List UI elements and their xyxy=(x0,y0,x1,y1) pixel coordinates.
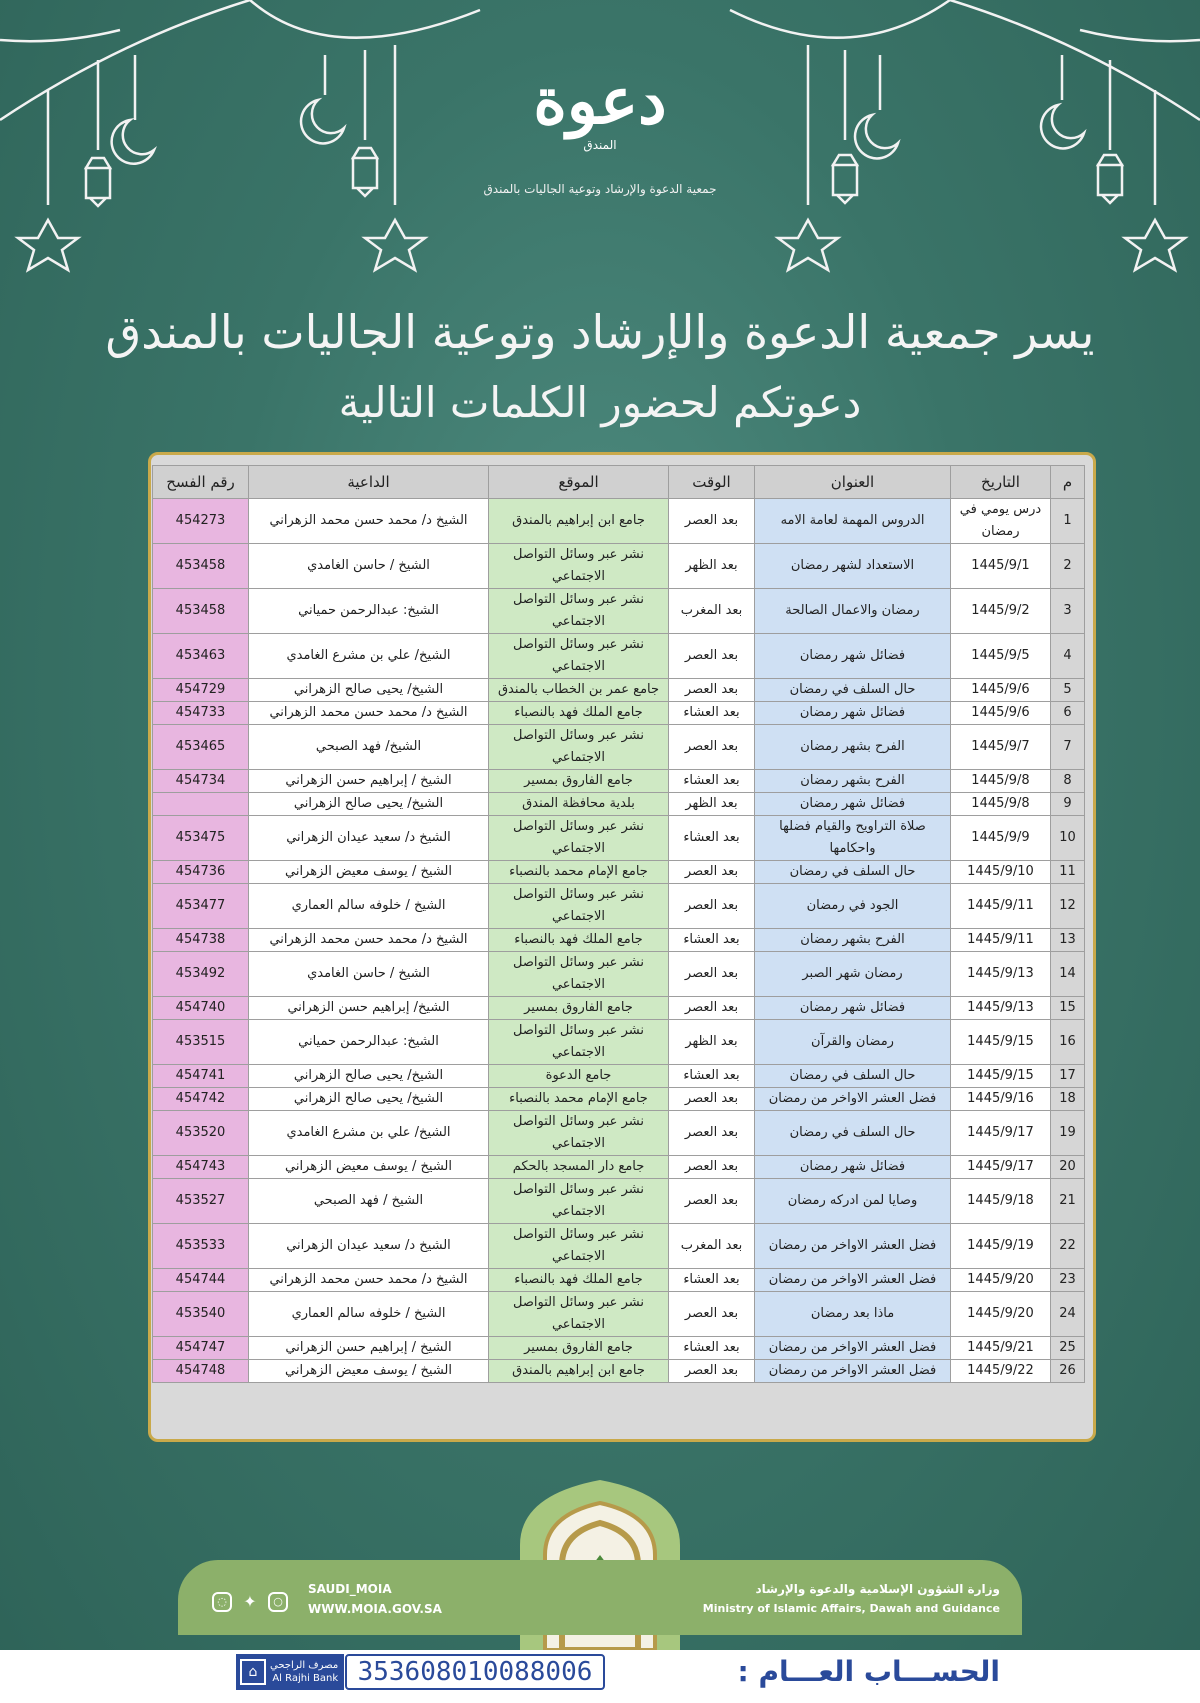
row-number: 26 xyxy=(1051,1360,1085,1383)
row-location: جامع عمر بن الخطاب بالمندق xyxy=(489,679,669,702)
row-location: نشر عبر وسائل التواصل الاجتماعي xyxy=(489,544,669,589)
header-time: الوقت xyxy=(669,466,755,499)
row-speaker: الشيخ: عبدالرحمن حمياني xyxy=(249,1020,489,1065)
row-permit-number: 454741 xyxy=(153,1065,249,1088)
row-date: 1445/9/10 xyxy=(951,861,1051,884)
row-permit-number: 454736 xyxy=(153,861,249,884)
row-time: بعد العصر xyxy=(669,634,755,679)
row-date: 1445/9/6 xyxy=(951,679,1051,702)
row-title: الفرح بشهر رمضان xyxy=(755,725,951,770)
row-time: بعد العشاء xyxy=(669,1337,755,1360)
row-location: نشر عبر وسائل التواصل الاجتماعي xyxy=(489,589,669,634)
row-time: بعد العصر xyxy=(669,1088,755,1111)
row-number: 15 xyxy=(1051,997,1085,1020)
row-time: بعد العصر xyxy=(669,1156,755,1179)
table-row xyxy=(153,702,1085,725)
row-number: 4 xyxy=(1051,634,1085,679)
row-date: 1445/9/7 xyxy=(951,725,1051,770)
row-number: 18 xyxy=(1051,1088,1085,1111)
header-location: الموقع xyxy=(489,466,669,499)
row-permit-number: 453533 xyxy=(153,1224,249,1269)
row-speaker: الشيخ / يوسف معيض الزهراني xyxy=(249,1360,489,1383)
row-title: رمضان شهر الصبر xyxy=(755,952,951,997)
row-number: 1 xyxy=(1051,499,1085,544)
table-row xyxy=(153,679,1085,702)
bank-name-english: Al Rajhi Bank xyxy=(272,1673,339,1684)
row-number: 16 xyxy=(1051,1020,1085,1065)
row-location: جامع الملك فهد بالنصباء xyxy=(489,1269,669,1292)
table-row xyxy=(153,544,1085,589)
row-number: 14 xyxy=(1051,952,1085,997)
row-date: 1445/9/20 xyxy=(951,1292,1051,1337)
table-row xyxy=(153,634,1085,679)
row-location: بلدية محافظة المندق xyxy=(489,793,669,816)
website-link[interactable]: WWW.MOIA.GOV.SA xyxy=(308,1602,442,1616)
row-date: 1445/9/20 xyxy=(951,1269,1051,1292)
twitter-icon[interactable]: ✦ xyxy=(243,1592,257,1611)
row-number: 12 xyxy=(1051,884,1085,929)
row-location: نشر عبر وسائل التواصل الاجتماعي xyxy=(489,952,669,997)
row-speaker: الشيخ / فهد الصبحي xyxy=(249,1179,489,1224)
al-rajhi-bank-logo xyxy=(236,1654,344,1690)
row-time: بعد العصر xyxy=(669,884,755,929)
table-row xyxy=(153,1156,1085,1179)
row-title: حال السلف في رمضان xyxy=(755,679,951,702)
row-date: 1445/9/5 xyxy=(951,634,1051,679)
row-time: بعد العشاء xyxy=(669,1065,755,1088)
instagram-icon[interactable]: ○ xyxy=(268,1592,288,1612)
row-speaker: الشيخ/ يحيى صالح الزهراني xyxy=(249,1065,489,1088)
row-time: بعد العصر xyxy=(669,1360,755,1383)
row-title: الفرح بشهر رمضان xyxy=(755,770,951,793)
row-title: فضل العشر الاواخر من رمضان xyxy=(755,1269,951,1292)
row-location: نشر عبر وسائل التواصل الاجتماعي xyxy=(489,725,669,770)
row-location: جامع الدعوة xyxy=(489,1065,669,1088)
row-number: 23 xyxy=(1051,1269,1085,1292)
row-number: 2 xyxy=(1051,544,1085,589)
row-number: 7 xyxy=(1051,725,1085,770)
row-date: 1445/9/11 xyxy=(951,929,1051,952)
row-permit-number xyxy=(153,793,249,816)
row-title: الدروس المهمة لعامة الامه xyxy=(755,499,951,544)
row-speaker: الشيخ / حاسن الغامدي xyxy=(249,544,489,589)
table-row xyxy=(153,884,1085,929)
row-title: الفرح بشهر رمضان xyxy=(755,929,951,952)
social-handle[interactable]: SAUDI_MOIA xyxy=(308,1582,392,1596)
lecture-schedule-table xyxy=(152,465,1085,1383)
row-speaker: الشيخ / خلوفه سالم العماري xyxy=(249,884,489,929)
row-time: بعد العصر xyxy=(669,725,755,770)
header-date: التاريخ xyxy=(951,466,1051,499)
row-time: بعد المغرب xyxy=(669,1224,755,1269)
logo-place: المندق xyxy=(583,138,617,152)
row-time: بعد العصر xyxy=(669,952,755,997)
row-date: 1445/9/13 xyxy=(951,952,1051,997)
row-time: بعد العصر xyxy=(669,1179,755,1224)
row-date: 1445/9/17 xyxy=(951,1111,1051,1156)
row-date: 1445/9/8 xyxy=(951,770,1051,793)
logo-subtitle: جمعية الدعوة والإرشاد وتوعية الجاليات بالمندق xyxy=(483,182,717,196)
invitation-heading-line1: يسر جمعية الدعوة والإرشاد وتوعية الجاليات بالمندق xyxy=(105,305,1095,359)
row-time: بعد العشاء xyxy=(669,702,755,725)
row-time: بعد العصر xyxy=(669,1292,755,1337)
row-date: 1445/9/1 xyxy=(951,544,1051,589)
row-time: بعد الظهر xyxy=(669,1020,755,1065)
row-location: نشر عبر وسائل التواصل الاجتماعي xyxy=(489,1292,669,1337)
table-row xyxy=(153,725,1085,770)
table-row xyxy=(153,861,1085,884)
row-permit-number: 453463 xyxy=(153,634,249,679)
logo-calligraphy: دعوة xyxy=(533,64,667,139)
row-title: فضل العشر الاواخر من رمضان xyxy=(755,1360,951,1383)
row-speaker: الشيخ / إبراهيم حسن الزهراني xyxy=(249,770,489,793)
row-title: حال السلف في رمضان xyxy=(755,1111,951,1156)
row-location: جامع الإمام محمد بالنصباء xyxy=(489,1088,669,1111)
header-permit-number: رقم الفسح xyxy=(153,466,249,499)
row-number: 25 xyxy=(1051,1337,1085,1360)
row-title: فضائل شهر رمضان xyxy=(755,997,951,1020)
row-speaker: الشيخ/ إبراهيم حسن الزهراني xyxy=(249,997,489,1020)
row-location: جامع ابن إبراهيم بالمندق xyxy=(489,1360,669,1383)
table-row xyxy=(153,589,1085,634)
row-location: نشر عبر وسائل التواصل الاجتماعي xyxy=(489,1020,669,1065)
row-location: جامع الفاروق بمسير xyxy=(489,770,669,793)
row-speaker: الشيخ د/ محمد حسن محمد الزهراني xyxy=(249,499,489,544)
row-speaker: الشيخ / حاسن الغامدي xyxy=(249,952,489,997)
row-date: 1445/9/8 xyxy=(951,793,1051,816)
header-title: العنوان xyxy=(755,466,951,499)
row-permit-number: 454747 xyxy=(153,1337,249,1360)
row-speaker: الشيخ / خلوفه سالم العماري xyxy=(249,1292,489,1337)
row-permit-number: 453540 xyxy=(153,1292,249,1337)
row-date: 1445/9/17 xyxy=(951,1156,1051,1179)
row-speaker: الشيخ د/ محمد حسن محمد الزهراني xyxy=(249,1269,489,1292)
bank-name-arabic: مصرف الراجحي xyxy=(270,1660,339,1671)
row-speaker: الشيخ / يوسف معيض الزهراني xyxy=(249,861,489,884)
row-speaker: الشيخ / إبراهيم حسن الزهراني xyxy=(249,1337,489,1360)
row-location: نشر عبر وسائل التواصل الاجتماعي xyxy=(489,1179,669,1224)
row-date: 1445/9/9 xyxy=(951,816,1051,861)
row-location: جامع الفاروق بمسير xyxy=(489,997,669,1020)
row-number: 6 xyxy=(1051,702,1085,725)
row-date: 1445/9/13 xyxy=(951,997,1051,1020)
table-row xyxy=(153,952,1085,997)
row-number: 10 xyxy=(1051,816,1085,861)
row-time: بعد المغرب xyxy=(669,589,755,634)
row-date: 1445/9/15 xyxy=(951,1065,1051,1088)
row-permit-number: 454273 xyxy=(153,499,249,544)
row-location: جامع الفاروق بمسير xyxy=(489,1337,669,1360)
header-speaker: الداعية xyxy=(249,466,489,499)
row-permit-number: 453515 xyxy=(153,1020,249,1065)
row-speaker: الشيخ/ يحيى صالح الزهراني xyxy=(249,793,489,816)
row-permit-number: 454740 xyxy=(153,997,249,1020)
row-location: جامع الملك فهد بالنصباء xyxy=(489,929,669,952)
row-time: بعد العشاء xyxy=(669,770,755,793)
social-icons xyxy=(212,1592,297,1616)
row-permit-number: 454733 xyxy=(153,702,249,725)
row-time: بعد العشاء xyxy=(669,816,755,861)
row-time: بعد العصر xyxy=(669,861,755,884)
bank-icon: ⌂ xyxy=(240,1659,266,1685)
schedule-table-frame xyxy=(148,452,1096,1442)
row-time: بعد الظهر xyxy=(669,793,755,816)
row-speaker: الشيخ: عبدالرحمن حمياني xyxy=(249,589,489,634)
row-speaker: الشيخ/ يحيى صالح الزهراني xyxy=(249,679,489,702)
row-number: 9 xyxy=(1051,793,1085,816)
account-label: الحســـاب العـــام : xyxy=(737,1655,1000,1688)
row-title: الجود في رمضان xyxy=(755,884,951,929)
row-time: بعد الظهر xyxy=(669,544,755,589)
row-number: 20 xyxy=(1051,1156,1085,1179)
row-time: بعد العصر xyxy=(669,679,755,702)
table-row xyxy=(153,1065,1085,1088)
row-date: 1445/9/11 xyxy=(951,884,1051,929)
row-speaker: الشيخ/ علي بن مشرع الغامدي xyxy=(249,1111,489,1156)
table-row xyxy=(153,816,1085,861)
row-title: فضائل شهر رمضان xyxy=(755,1156,951,1179)
row-number: 22 xyxy=(1051,1224,1085,1269)
row-title: فضل العشر الاواخر من رمضان xyxy=(755,1088,951,1111)
row-location: جامع دار المسجد بالحكم xyxy=(489,1156,669,1179)
row-number: 3 xyxy=(1051,589,1085,634)
row-speaker: الشيخ / يوسف معيض الزهراني xyxy=(249,1156,489,1179)
account-number: 353608010088006 xyxy=(345,1654,605,1690)
row-title: فضائل شهر رمضان xyxy=(755,793,951,816)
table-row xyxy=(153,1179,1085,1224)
table-row xyxy=(153,1360,1085,1383)
row-permit-number: 453520 xyxy=(153,1111,249,1156)
row-permit-number: 453458 xyxy=(153,544,249,589)
row-speaker: الشيخ د/ محمد حسن محمد الزهراني xyxy=(249,702,489,725)
row-permit-number: 454748 xyxy=(153,1360,249,1383)
row-number: 17 xyxy=(1051,1065,1085,1088)
table-row xyxy=(153,1337,1085,1360)
row-date: 1445/9/18 xyxy=(951,1179,1051,1224)
row-date: درس يومي في رمضان xyxy=(951,499,1051,544)
row-time: بعد العصر xyxy=(669,499,755,544)
table-header-row xyxy=(153,466,1085,499)
row-speaker: الشيخ د/ سعيد عيدان الزهراني xyxy=(249,816,489,861)
row-permit-number: 454742 xyxy=(153,1088,249,1111)
row-number: 21 xyxy=(1051,1179,1085,1224)
row-permit-number: 453458 xyxy=(153,589,249,634)
association-logo xyxy=(480,10,720,210)
row-permit-number: 453492 xyxy=(153,952,249,997)
row-location: نشر عبر وسائل التواصل الاجتماعي xyxy=(489,1224,669,1269)
row-number: 13 xyxy=(1051,929,1085,952)
row-date: 1445/9/2 xyxy=(951,589,1051,634)
row-permit-number: 454734 xyxy=(153,770,249,793)
row-title: رمضان والقرآن xyxy=(755,1020,951,1065)
row-speaker: الشيخ/ فهد الصبحي xyxy=(249,725,489,770)
row-title: فضائل شهر رمضان xyxy=(755,702,951,725)
row-title: حال السلف في رمضان xyxy=(755,861,951,884)
table-row xyxy=(153,793,1085,816)
row-time: بعد العصر xyxy=(669,997,755,1020)
row-date: 1445/9/21 xyxy=(951,1337,1051,1360)
row-permit-number: 453475 xyxy=(153,816,249,861)
table-row xyxy=(153,770,1085,793)
table-row xyxy=(153,1020,1085,1065)
footer-band xyxy=(178,1560,1022,1635)
row-date: 1445/9/16 xyxy=(951,1088,1051,1111)
row-location: نشر عبر وسائل التواصل الاجتماعي xyxy=(489,816,669,861)
row-permit-number: 453527 xyxy=(153,1179,249,1224)
table-row xyxy=(153,1292,1085,1337)
row-title: ماذا بعد رمضان xyxy=(755,1292,951,1337)
table-row xyxy=(153,499,1085,544)
table-row xyxy=(153,1111,1085,1156)
table-row xyxy=(153,1088,1085,1111)
row-title: الاستعداد لشهر رمضان xyxy=(755,544,951,589)
snapchat-icon[interactable]: ◌ xyxy=(212,1592,232,1612)
row-location: جامع ابن إبراهيم بالمندق xyxy=(489,499,669,544)
row-title: صلاة التراويح والقيام فضلها واحكامها xyxy=(755,816,951,861)
ministry-name-arabic: وزارة الشؤون الإسلامية والدعوة والإرشاد xyxy=(755,1582,1000,1596)
row-permit-number: 453477 xyxy=(153,884,249,929)
row-speaker: الشيخ/ علي بن مشرع الغامدي xyxy=(249,634,489,679)
row-number: 24 xyxy=(1051,1292,1085,1337)
row-location: نشر عبر وسائل التواصل الاجتماعي xyxy=(489,884,669,929)
row-permit-number: 454738 xyxy=(153,929,249,952)
row-title: حال السلف في رمضان xyxy=(755,1065,951,1088)
row-time: بعد العشاء xyxy=(669,1269,755,1292)
row-number: 5 xyxy=(1051,679,1085,702)
row-permit-number: 454729 xyxy=(153,679,249,702)
row-number: 8 xyxy=(1051,770,1085,793)
row-location: جامع الملك فهد بالنصباء xyxy=(489,702,669,725)
ministry-name-english: Ministry of Islamic Affairs, Dawah and Guidance xyxy=(702,1602,1000,1615)
row-date: 1445/9/22 xyxy=(951,1360,1051,1383)
row-location: نشر عبر وسائل التواصل الاجتماعي xyxy=(489,1111,669,1156)
row-title: رمضان والاعمال الصالحة xyxy=(755,589,951,634)
row-speaker: الشيخ د/ محمد حسن محمد الزهراني xyxy=(249,929,489,952)
row-number: 19 xyxy=(1051,1111,1085,1156)
row-location: نشر عبر وسائل التواصل الاجتماعي xyxy=(489,634,669,679)
row-speaker: الشيخ د/ سعيد عيدان الزهراني xyxy=(249,1224,489,1269)
row-date: 1445/9/6 xyxy=(951,702,1051,725)
row-time: بعد العصر xyxy=(669,1111,755,1156)
table-row xyxy=(153,1224,1085,1269)
row-time: بعد العشاء xyxy=(669,929,755,952)
row-location: جامع الإمام محمد بالنصباء xyxy=(489,861,669,884)
table-row xyxy=(153,997,1085,1020)
row-title: فضائل شهر رمضان xyxy=(755,634,951,679)
row-permit-number: 454743 xyxy=(153,1156,249,1179)
row-date: 1445/9/19 xyxy=(951,1224,1051,1269)
invitation-heading-line2: دعوتكم لحضور الكلمات التالية xyxy=(338,378,862,427)
row-speaker: الشيخ/ يحيى صالح الزهراني xyxy=(249,1088,489,1111)
row-permit-number: 454744 xyxy=(153,1269,249,1292)
row-permit-number: 453465 xyxy=(153,725,249,770)
row-title: فضل العشر الاواخر من رمضان xyxy=(755,1224,951,1269)
table-row xyxy=(153,1269,1085,1292)
header-number: م xyxy=(1051,466,1085,499)
row-date: 1445/9/15 xyxy=(951,1020,1051,1065)
row-title: فضل العشر الاواخر من رمضان xyxy=(755,1337,951,1360)
table-row xyxy=(153,929,1085,952)
row-number: 11 xyxy=(1051,861,1085,884)
row-title: وصايا لمن ادركه رمضان xyxy=(755,1179,951,1224)
